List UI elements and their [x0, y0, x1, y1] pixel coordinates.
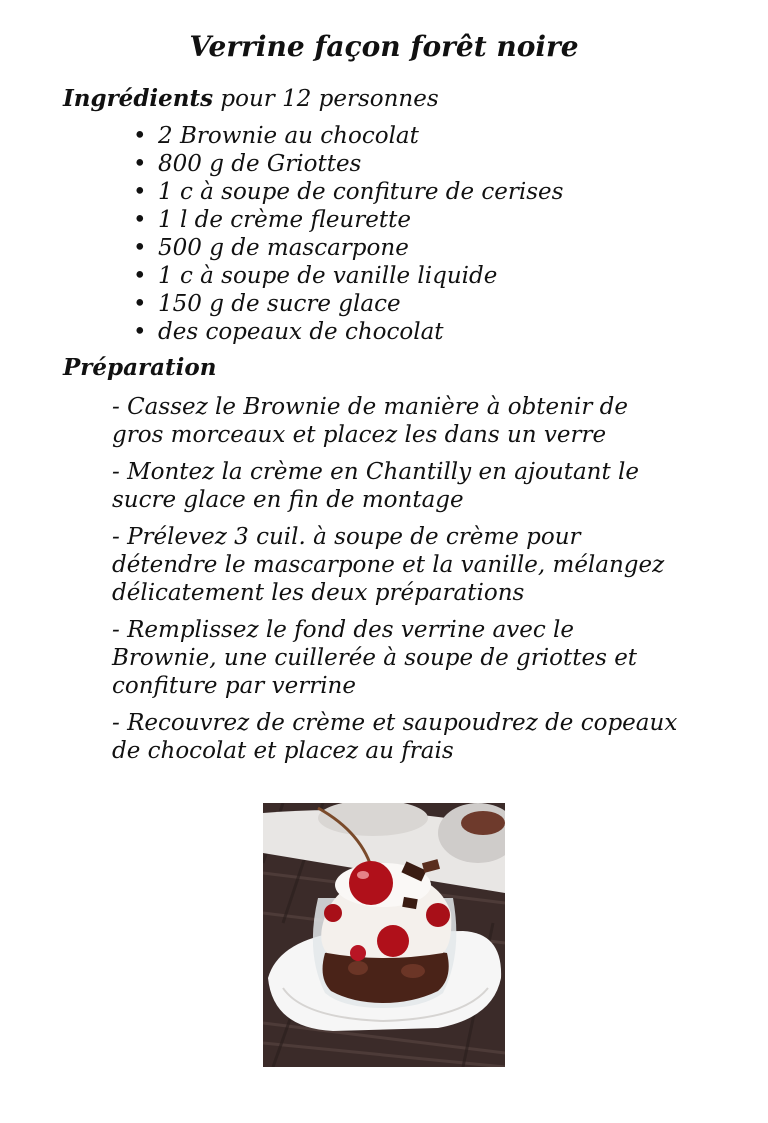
ingredients-heading: [63, 85, 439, 112]
step-line: - Prélevez 3 cuil. à soupe de crème pour: [112, 524, 581, 550]
step-line: - Montez la crème en Chantilly en ajoutant le: [112, 459, 639, 485]
ingredient-item: • 150 g de sucre glace: [133, 290, 563, 318]
step-line: confiture par verrine: [112, 673, 356, 699]
recipe-title: Verrine façon forêt noire: [189, 30, 579, 63]
preparation-step: [112, 523, 712, 607]
ingredient-item: • 2 Brownie au chocolat: [133, 122, 563, 150]
ingredients-label: Ingrédients: [63, 85, 214, 112]
ingredient-item: • 1 l de crème fleurette: [133, 206, 563, 234]
preparation-step: [112, 458, 712, 514]
ingredient-item: • 500 g de mascarpone: [133, 234, 563, 262]
step-line: sucre glace en fin de montage: [112, 487, 464, 513]
ingredient-item: • 1 c à soupe de confiture de cerises: [133, 178, 563, 206]
step-line: gros morceaux et placez les dans un verre: [112, 422, 607, 448]
dessert-illustration: [263, 803, 505, 1067]
ingredient-item: • des copeaux de chocolat: [133, 318, 563, 346]
preparation-step: [112, 393, 712, 449]
preparation-step: [112, 709, 712, 765]
step-line: délicatement les deux préparations: [112, 580, 525, 606]
preparation-steps: [112, 393, 712, 774]
servings-text: pour 12 personnes: [220, 86, 439, 112]
step-line: - Recouvrez de crème et saupoudrez de copeaux: [112, 710, 678, 736]
preparation-heading: Préparation: [63, 354, 217, 381]
ingredient-item: • 1 c à soupe de vanille liquide: [133, 262, 563, 290]
step-line: - Cassez le Brownie de manière à obtenir de: [112, 394, 628, 420]
verrine-dessert-photo: [263, 803, 505, 1067]
preparation-step: [112, 616, 712, 700]
step-line: de chocolat et placez au frais: [112, 738, 454, 764]
ingredients-list: [133, 122, 563, 346]
step-line: Brownie, une cuillerée à soupe de griottes et: [112, 645, 638, 671]
step-line: détendre le mascarpone et la vanille, mélangez: [112, 552, 665, 578]
ingredient-item: • 800 g de Griottes: [133, 150, 563, 178]
step-line: - Remplissez le fond des verrine avec le: [112, 617, 574, 643]
